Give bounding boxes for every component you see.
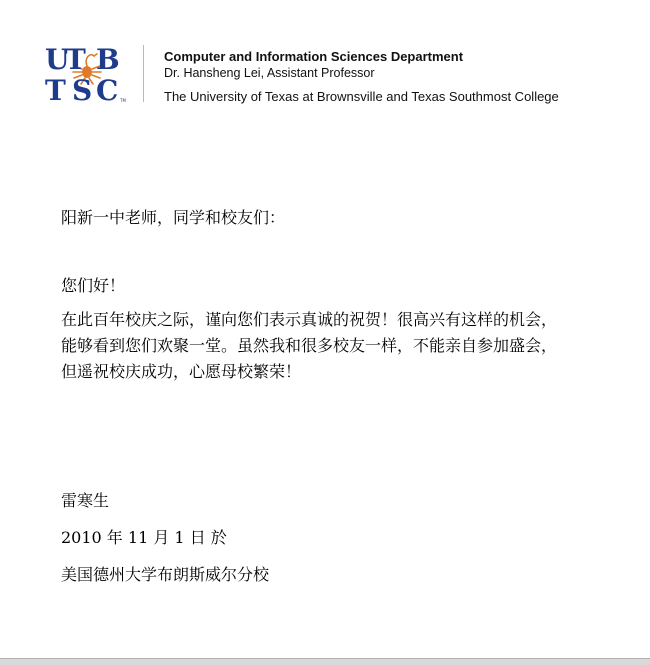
letterhead-text — [164, 48, 559, 105]
utb-tsc-logo — [44, 42, 126, 104]
utb-tsc-logo-graphic — [44, 42, 126, 104]
logo-letters-top-t: T — [65, 43, 86, 76]
logo-letters-top: U — [45, 43, 69, 76]
logo-letters-bottom-s: S — [72, 74, 93, 104]
logo-trademark: TM — [120, 98, 126, 103]
salutation: 阳新一中老师，同学和校友们： — [61, 208, 286, 227]
body-line: 能够看到您们欢聚一堂。虽然我和很多校友一样，不能亲自参加盛会， — [61, 336, 558, 355]
body-line: 在此百年校庆之际，谨向您们表示真诚的祝贺！很高兴有这样的机会， — [61, 310, 558, 329]
body-line: 但遥祝校庆成功，心愿母校繁荣！ — [61, 362, 302, 381]
signature: 雷寒生 — [61, 491, 110, 510]
header-divider — [143, 45, 144, 102]
affiliation: 美国德州大学布朗斯威尔分校 — [61, 565, 270, 584]
letter-date: 2010 年 11 月 1 日 於 — [61, 528, 227, 547]
letter-body — [61, 307, 557, 385]
logo-letters-bottom-c: C — [96, 74, 119, 104]
department-name: Computer and Information Sciences Department — [164, 49, 464, 64]
university-name: The University of Texas at Brownsville and Texas Southmost College — [164, 89, 559, 104]
professor-name: Dr. Hansheng Lei, Assistant Professor — [164, 66, 375, 80]
logo-letters-top-b: B — [96, 43, 120, 76]
logo-letters-bottom-t: T — [45, 74, 66, 104]
hello-line: 您们好！ — [61, 276, 126, 295]
